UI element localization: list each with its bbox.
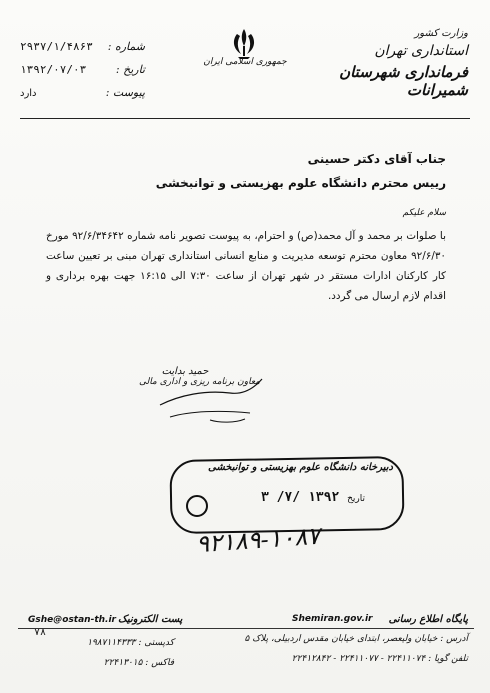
number-value: ۲۹۳۷/۱/۴۸۶۳ xyxy=(20,40,93,53)
date-value: ۱۳۹۲/۰۷/۰۳ xyxy=(20,63,87,76)
office-name: فرمانداری شهرستان شمیرانات xyxy=(339,63,468,99)
attachment-label: پیوست : xyxy=(105,86,145,99)
recipient-name: جناب آقای دکتر حسینی xyxy=(307,152,446,166)
signatory-name: حمید بدایت xyxy=(161,366,209,377)
footer-divider xyxy=(18,628,474,629)
portal-label: پایگاه اطلاع رسانی xyxy=(388,614,468,625)
stamp-title: دبیرخانه دانشگاه علوم بهزیستی و توانبخشی xyxy=(208,462,393,473)
stamp-date-label: تاریخ xyxy=(347,494,365,504)
website-link[interactable]: Shemiran.gov.ir xyxy=(292,614,373,624)
page-number: ۷۸ xyxy=(34,627,47,638)
email-label: پست الکترونیک xyxy=(118,614,183,625)
handwritten-registration-number: ۹۲۱۸۹-۱۰۸۷ xyxy=(195,521,321,559)
attachment-row xyxy=(20,86,145,109)
ministry-name: وزارت کشور xyxy=(414,28,468,39)
attachment-value: دارد xyxy=(20,88,37,99)
header-divider xyxy=(20,118,470,119)
signatory-title: معاون برنامه ریزی و اداری مالی xyxy=(139,377,260,387)
telephone: تلفن گویا : ۲۲۴۱۱۰۷۴ - ۲۲۴۱۱۰۷۷ - ۲۲۴۱۲۸۴۲ xyxy=(291,654,468,664)
letterhead xyxy=(308,28,468,99)
number-label: شماره : xyxy=(107,40,145,53)
letter-body: با صلوات بر محمد و آل محمد(ص) و احترام، به پیوست تصویر نامه شماره ۹۲/۶/۳۴۶۴۲ مورخ ۹۲/۶/۳۰ معاون محترم توسعه مدیریت و منابع انسانی استانداری تهران مبنی بر تعیین ساعت کار کارکنان ادارات مستقر در شهر تهران از ساعت ۷:۳۰ الی ۱۶:۱۵ جهت بهره برداری و اقدام لازم ارسال می گردد. xyxy=(46,230,446,302)
fax: فاکس : ۲۲۴۱۳۰۱۵ xyxy=(103,658,174,668)
postal-code: کدپستی : ۱۹۸۷۱۱۴۳۳۳ xyxy=(87,638,174,648)
date-row xyxy=(20,63,145,86)
governorate-name: استانداری تهران xyxy=(374,43,468,59)
stamp-date xyxy=(205,490,365,505)
stamp-date-value: ۱۳۹۲ /۷/ ۳ xyxy=(260,490,340,505)
recipient-title: رییس محترم دانشگاه علوم بهزیستی و توانبخشی xyxy=(155,176,446,190)
date-label: تاریخ : xyxy=(115,63,145,76)
email-link[interactable]: Gshe@ostan-th.ir xyxy=(28,615,116,625)
number-row xyxy=(20,40,145,63)
salutation: سلام علیکم xyxy=(402,208,446,218)
republic-caption: جمهوری اسلامی ایران xyxy=(203,57,287,67)
address: آدرس : خیابان ولیعصر، ابتدای خیابان مقدس اردبیلی، پلاک ۵ xyxy=(244,634,468,644)
letter-meta xyxy=(20,40,145,109)
